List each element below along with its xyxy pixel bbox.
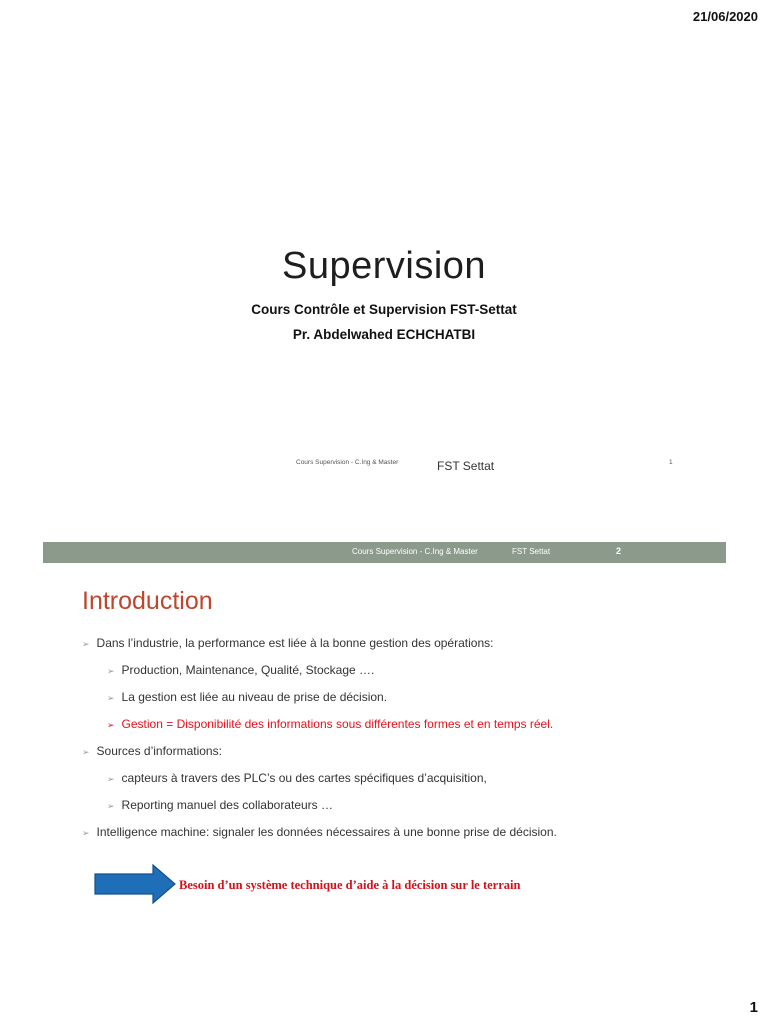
slide-1	[42, 40, 726, 500]
slide-header-bar	[43, 542, 726, 563]
slide-2	[43, 542, 726, 942]
bullet-item	[82, 825, 557, 839]
sub-bullet-item	[107, 690, 387, 704]
bullet-arrow-icon: ➢	[107, 774, 115, 784]
slide-header-school: FST Settat	[512, 547, 551, 556]
slide-header-number: 2	[616, 546, 622, 556]
bullet-item	[82, 636, 493, 650]
slide-subtitle-author: Pr. Abdelwahed ECHCHATBI	[292, 327, 476, 342]
slide-subtitle-course: Cours Contrôle et Supervision FST-Settat	[251, 302, 517, 317]
bullet-arrow-icon: ➢	[82, 639, 90, 649]
slide-title: Supervision	[281, 245, 487, 287]
bullet-text: Production, Maintenance, Qualité, Stockage ….	[121, 663, 375, 677]
bullet-arrow-icon: ➢	[107, 801, 115, 811]
bullet-text: Sources d’informations:	[96, 744, 222, 758]
right-arrow-icon	[93, 864, 177, 904]
bullet-arrow-icon: ➢	[82, 828, 90, 838]
bullet-text: La gestion est liée au niveau de prise de décision.	[121, 690, 388, 704]
page-date: 21/06/2020	[692, 9, 758, 24]
page-number: 1	[749, 999, 758, 1016]
bullet-arrow-icon: ➢	[107, 693, 115, 703]
slide-heading: Introduction	[82, 587, 213, 615]
bullet-text: Dans l’industrie, la performance est liée à la bonne gestion des opérations:	[96, 636, 494, 650]
slide-footer-number: 1	[669, 459, 673, 466]
sub-bullet-item	[107, 771, 487, 785]
bullet-item	[82, 744, 222, 758]
bullet-arrow-icon: ➢	[82, 747, 90, 757]
bullet-arrow-icon: ➢	[107, 666, 115, 676]
sub-bullet-item	[107, 798, 333, 812]
sub-bullet-item	[107, 663, 374, 677]
slide-footer-school: FST Settat	[437, 459, 495, 473]
bullet-arrow-icon: ➢	[107, 720, 115, 730]
bullet-text: Reporting manuel des collaborateurs …	[121, 798, 333, 812]
slide-footer-course: Cours Supervision - C.Ing & Master	[296, 459, 399, 466]
bullet-text: Gestion = Disponibilité des informations sous différentes formes et en temps réel.	[121, 717, 554, 731]
slide-header-course: Cours Supervision - C.Ing & Master	[352, 547, 478, 556]
callout-text: Besoin d’un système technique d’aide à la décision sur le terrain	[179, 878, 521, 892]
sub-bullet-item-highlight	[107, 717, 553, 731]
bullet-text: capteurs à travers des PLC’s ou des cartes spécifiques d’acquisition,	[121, 771, 487, 785]
bullet-text: Intelligence machine: signaler les données nécessaires à une bonne prise de décision.	[96, 825, 557, 839]
